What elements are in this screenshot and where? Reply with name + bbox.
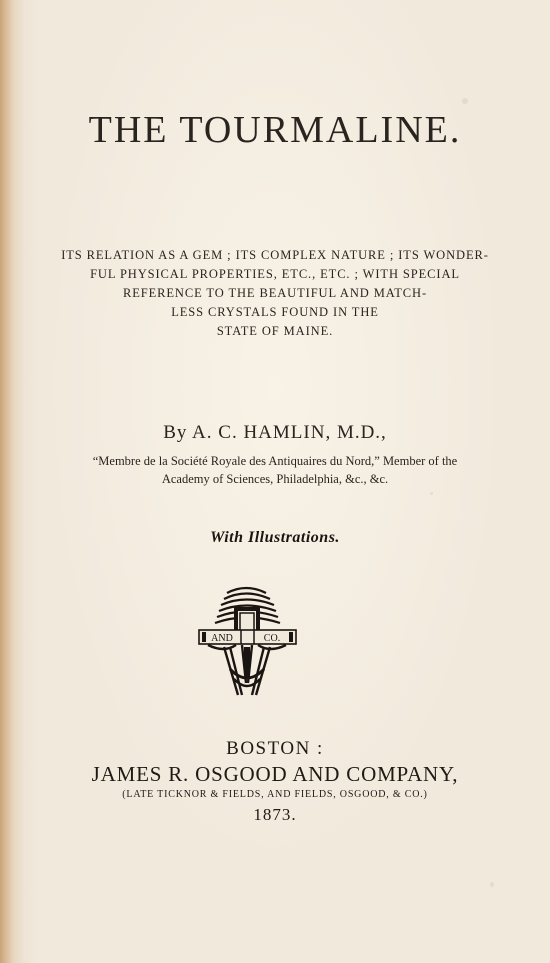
book-title: THE TOURMALINE.: [88, 109, 462, 151]
credentials-line: “Membre de la Société Royale des Antiquaires du Nord,” Member of the: [92, 454, 458, 468]
imprint-publisher: JAMES R. OSGOOD AND COMPANY,: [91, 762, 459, 786]
publisher-monogram-icon: [194, 583, 299, 700]
illustrations-note: With Illustrations.: [210, 529, 340, 546]
subtitle-line: LESS CRYSTALS FOUND IN THE: [171, 305, 379, 319]
author-line: By A. C. HAMLIN, M.D.,: [163, 422, 387, 443]
emblem-right-label: CO.: [263, 633, 281, 644]
imprint-year: 1873.: [253, 805, 297, 824]
subtitle: [20, 246, 530, 341]
paper-stain: [462, 98, 468, 104]
credentials-line: Academy of Sciences, Philadelphia, &c., &c.: [161, 472, 389, 486]
subtitle-line: REFERENCE TO THE BEAUTIFUL AND MATCH-: [122, 286, 428, 300]
paper-stain: [490, 882, 494, 887]
emblem-left-label: AND: [211, 633, 233, 644]
subtitle-line: STATE OF MAINE.: [216, 324, 334, 338]
imprint-former-names: (LATE TICKNOR & FIELDS, AND FIELDS, OSGOOD, & CO.): [122, 789, 428, 800]
author-credentials: [30, 452, 520, 488]
subtitle-line: FUL PHYSICAL PROPERTIES, ETC., ETC. ; WITH SPECIAL: [90, 267, 460, 281]
imprint-city: BOSTON :: [226, 738, 324, 759]
subtitle-line: ITS RELATION AS A GEM ; ITS COMPLEX NATURE ; ITS WONDER-: [61, 248, 489, 262]
paper-stain: [430, 492, 433, 495]
